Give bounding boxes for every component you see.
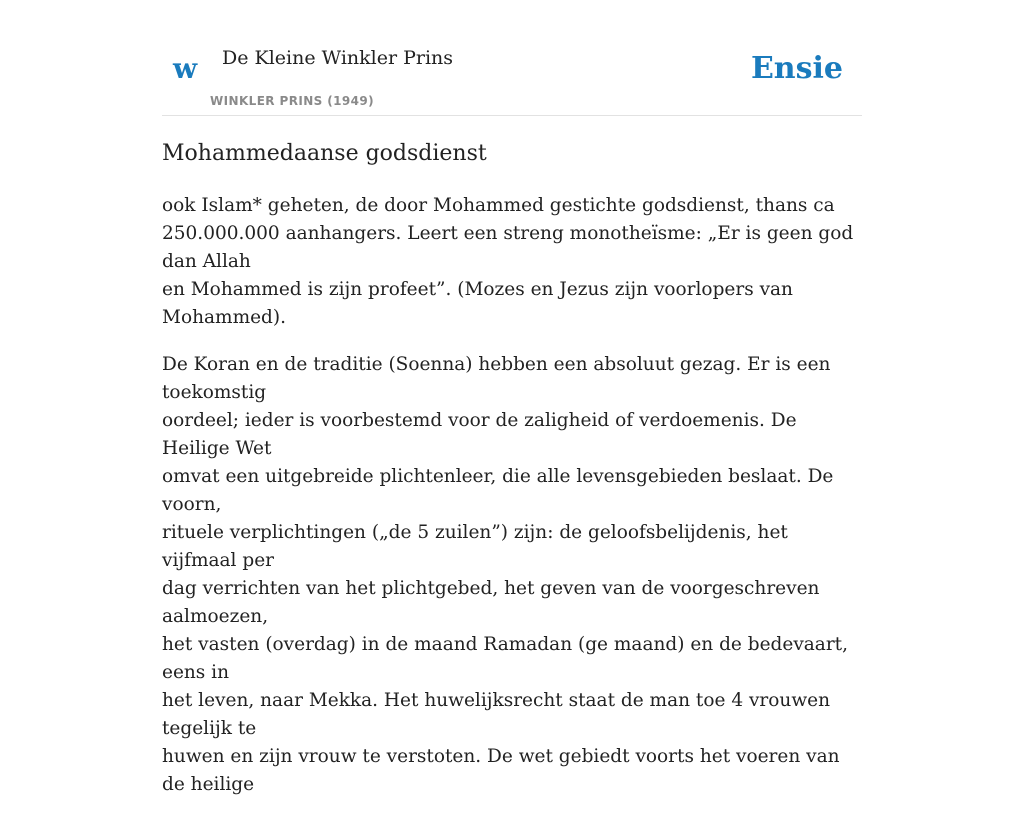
article-paragraph-2: De Koran en de traditie (Soenna) hebben een absoluut gezag. Er is een toekomstig oordeel; ieder is voorbestemd voor de zaligheid of verdoemenis. De Heilige Wet omvat een uitgebreide plichtenleer, die alle levensgebieden beslaat. De voorn, rituele verplichtingen („de 5 zuilen”) zijn: de geloofsbelijdenis, het vijfmaal per dag verrichten van het plichtgebed, het geven van de voorgeschreven aalmoezen, het vasten (overdag) in de maand Ramadan (ge maand) en de bedevaart, eens in het leven, naar Mekka. Het huwelijksrecht staat de man toe 4 vrouwen tegelijk te huwen en zijn vrouw te verstoten. De wet gebiedt voorts het voeren van de heilige	[162, 354, 848, 795]
source-title[interactable]: De Kleine Winkler Prins	[222, 47, 454, 69]
article-body	[162, 192, 862, 818]
article-paragraph-1: ook Islam* geheten, de door Mohammed gestichte godsdienst, thans ca 250.000.000 aanhangers. Leert een streng monotheïsme: „Er is geen god dan Allah en Mohammed is zijn profeet”. (Mozes en Jezus zijn voorlopers van Mohammed).	[162, 195, 854, 328]
article-title: Mohammedaanse godsdienst	[162, 141, 487, 166]
source-subtitle[interactable]: WINKLER PRINS (1949)	[210, 94, 375, 108]
ensie-logo[interactable]: Ensie	[750, 51, 843, 86]
header-divider	[162, 115, 862, 116]
winkler-prins-logo-icon[interactable]: w	[173, 52, 198, 85]
